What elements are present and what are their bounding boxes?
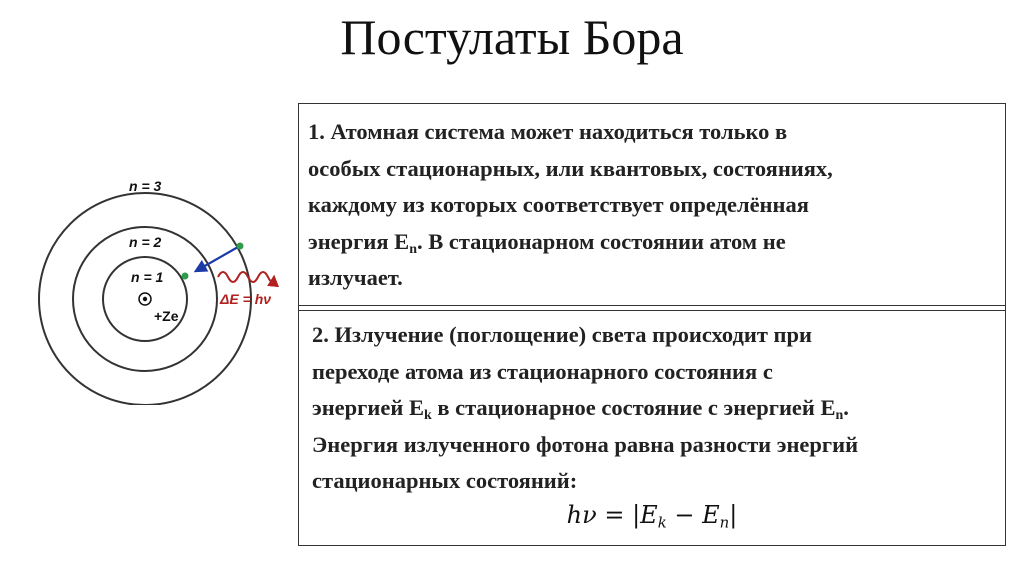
orbit-label-n1: n = 1 bbox=[131, 269, 164, 285]
postulates-table bbox=[298, 103, 1006, 546]
p2-line-2: переходе атома из стационарного состояния с bbox=[312, 358, 773, 384]
p2-line-1: 2. Излучение (поглощение) света происходит при bbox=[312, 322, 812, 347]
postulate-2-cell bbox=[299, 310, 1005, 548]
p2-line-3: энергией $E_k$ в стационарное состояние с энергией $E_n$. bbox=[312, 395, 849, 424]
p1-line-5: излучает. bbox=[308, 265, 403, 290]
postulate-1-cell bbox=[299, 104, 1005, 306]
p1-line-2: особых стационарных, или квантовых, состояниях, bbox=[308, 155, 833, 181]
photon-energy-label: ΔE = hν bbox=[220, 291, 272, 307]
p1-line-4: энергия $E_n$. В стационарном состоянии атом не bbox=[308, 228, 786, 257]
energy-formula: $h\nu = |E_k - E_n|$ bbox=[566, 501, 738, 532]
electron-n2 bbox=[237, 243, 244, 250]
nucleus-label: +Ze bbox=[154, 308, 179, 324]
postulate-2-text bbox=[312, 317, 1002, 500]
postulate-1-text bbox=[308, 114, 998, 297]
nucleus-core bbox=[143, 297, 147, 301]
photon-wave bbox=[218, 272, 274, 282]
p1-line-3: каждому из которых соответствует определённая bbox=[308, 192, 809, 217]
orbit-label-n2: n = 2 bbox=[129, 234, 162, 250]
orbit-label-n3: n = 3 bbox=[129, 178, 162, 194]
transition-arrow bbox=[196, 247, 238, 271]
p2-line-5: стационарных состояний: bbox=[312, 468, 578, 493]
p1-line-1: 1. Атомная система может находиться только в bbox=[308, 119, 788, 144]
page-title: Постулаты Бора bbox=[340, 9, 684, 65]
electron-n1 bbox=[182, 273, 189, 280]
bohr-atom-diagram bbox=[30, 165, 320, 405]
p2-line-4: Энергия излученного фотона равна разности энергий bbox=[312, 431, 859, 457]
